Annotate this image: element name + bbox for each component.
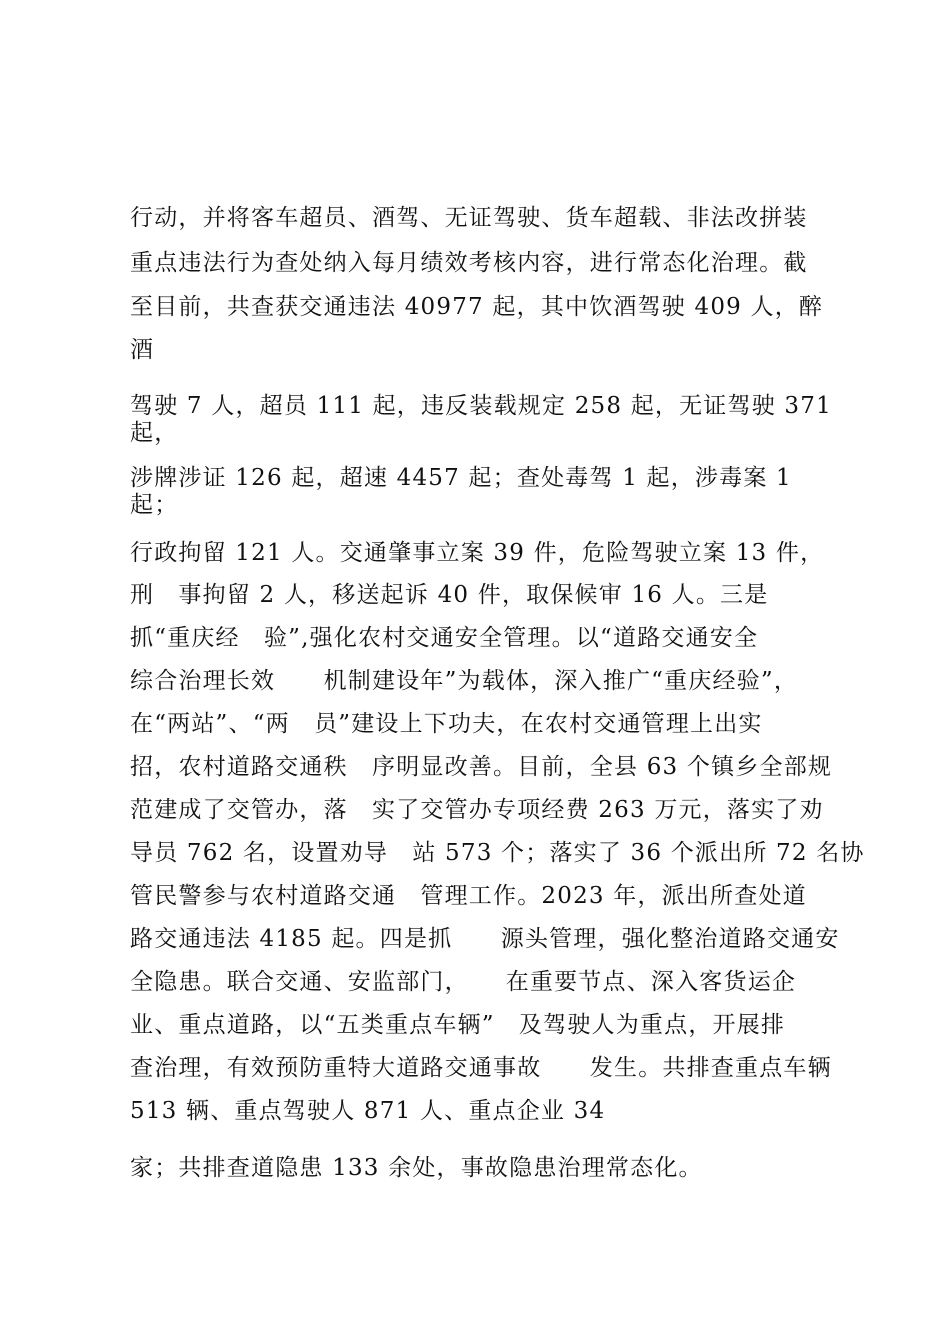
text-line: 行政拘留 121 人。交通肇事立案 39 件，危险驾驶立案 13 件， [130, 540, 825, 566]
text-line: 刑 事拘留 2 人，移送起诉 40 件，取保候审 16 人。三是 [130, 582, 769, 608]
text-line: 行动，并将客车超员、酒驾、无证驾驶、货车超载、非法改拼装 [130, 205, 808, 231]
text-line: 重点违法行为查处纳入每月绩效考核内容，进行常态化治理。截 [130, 250, 808, 276]
text-line: 酒 [130, 337, 155, 363]
text-line: 路交通违法 4185 起。四是抓 源头管理，强化整治道路交通安 [130, 926, 840, 952]
text-line: 驾驶 7 人，超员 111 起，违反装载规定 258 起，无证驾驶 371 [130, 393, 832, 419]
text-line: 全隐患。联合交通、安监部门， 在重要节点、深入客货运企 [130, 969, 797, 995]
text-line: 家；共排查道隐患 133 余处，事故隐患治理常态化。 [130, 1155, 703, 1181]
text-line: 业、重点道路，以“五类重点车辆” 及驾驶人为重点，开展排 [130, 1012, 786, 1038]
text-line: 513 辆、重点驾驶人 871 人、重点企业 34 [130, 1098, 606, 1124]
text-line: 管民警参与农村道路交通 管理工作。2023 年，派出所查处道 [130, 883, 807, 909]
text-line: 抓“重庆经 验”,强化农村交通安全管理。以“道路交通安全 [130, 625, 759, 651]
text-line: 起， [130, 420, 179, 446]
text-line: 在“两站”、“两 员”建设上下功夫，在农村交通管理上出实 [130, 711, 763, 737]
text-line: 起； [130, 492, 179, 518]
text-line: 综合治理长效 机制建设年”为载体，深入推广“重庆经验”， [130, 668, 799, 694]
text-line: 导员 762 名，设置劝导 站 573 个；落实了 36 个派出所 72 名协 [130, 840, 865, 866]
text-line: 至目前，共查获交通违法 40977 起，其中饮酒驾驶 409 人，醉 [130, 294, 824, 320]
text-line: 范建成了交管办，落 实了交管办专项经费 263 万元，落实了劝 [130, 797, 824, 823]
text-line: 涉牌涉证 126 起，超速 4457 起；查处毒驾 1 起，涉毒案 1 [130, 465, 792, 491]
text-line: 招，农村道路交通秩 序明显改善。目前，全县 63 个镇乡全部规 [130, 754, 833, 780]
text-line: 查治理，有效预防重特大道路交通事故 发生。共排查重点车辆 [130, 1055, 832, 1081]
